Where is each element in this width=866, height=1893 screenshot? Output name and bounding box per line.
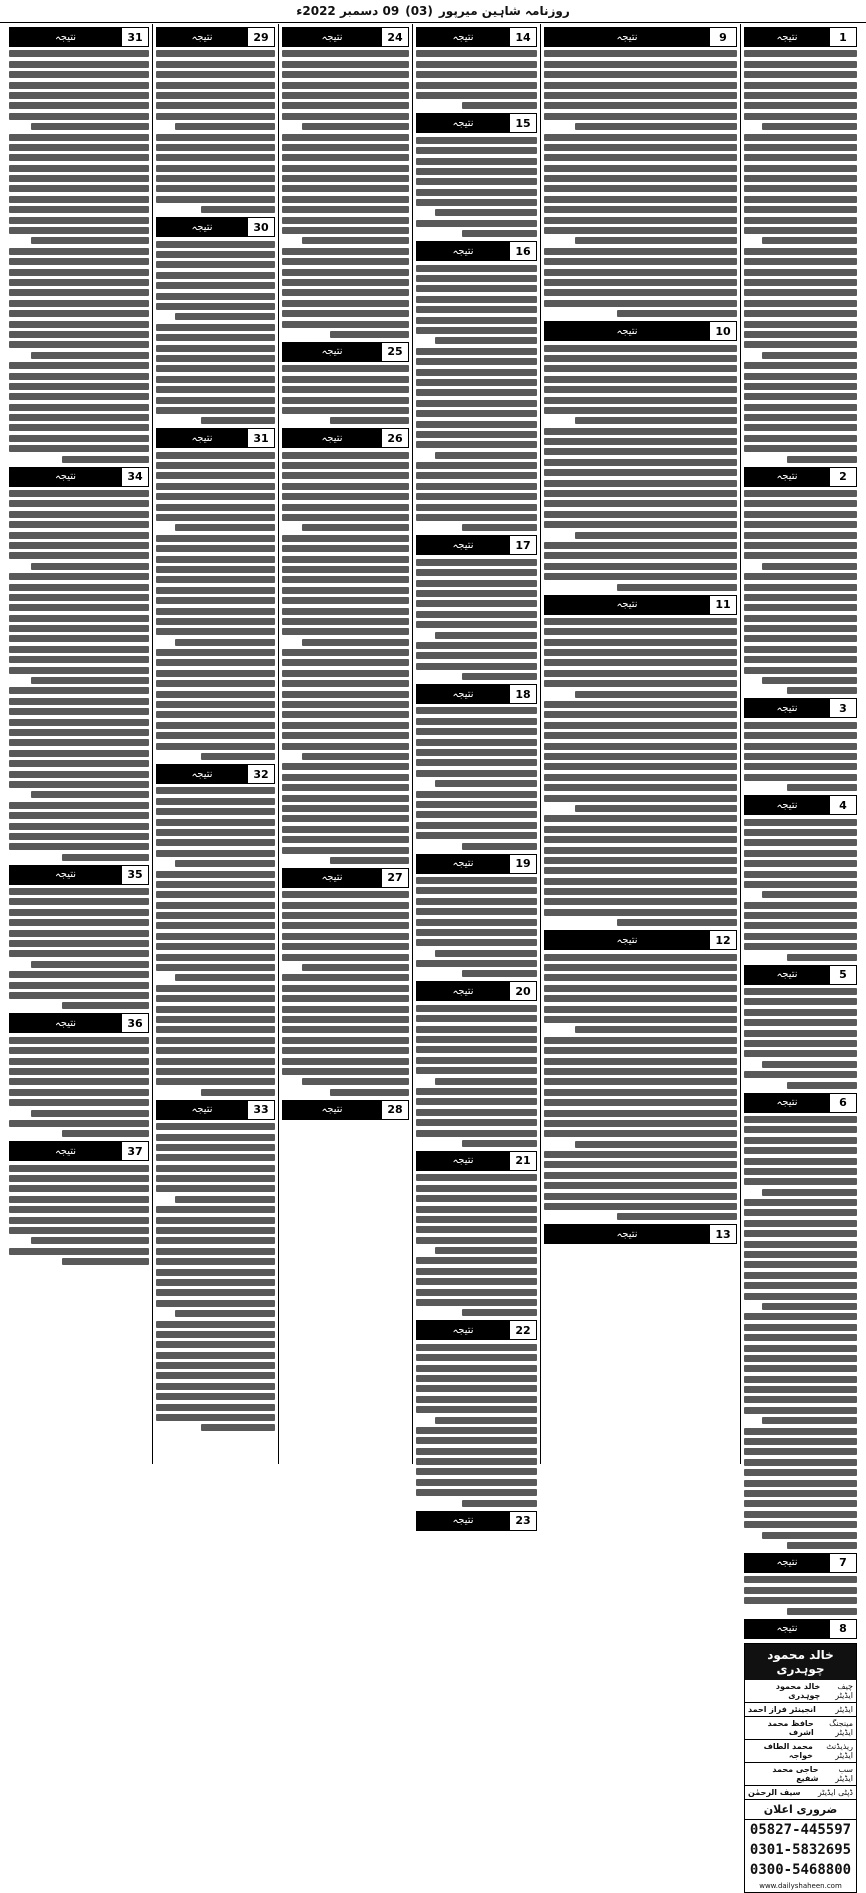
staff-row	[745, 1740, 856, 1763]
news-item	[416, 27, 537, 109]
result-label: نتیجہ	[157, 1101, 247, 1119]
phone-number: 05827-445597	[749, 1821, 852, 1838]
result-number: 37	[121, 1142, 148, 1160]
result-header	[416, 241, 537, 261]
result-number: 19	[509, 855, 536, 873]
result-number: 14	[509, 28, 536, 46]
column	[412, 24, 540, 1528]
result-label: نتیجہ	[10, 28, 121, 46]
result-label: نتیجہ	[157, 218, 247, 236]
result-number: 32	[247, 765, 274, 783]
news-item	[9, 865, 149, 1010]
article-text	[744, 490, 857, 694]
column	[152, 24, 278, 1464]
result-number: 5	[829, 966, 856, 984]
news-item	[416, 535, 537, 680]
result-number: 31	[121, 28, 148, 46]
result-number: 2	[829, 468, 856, 486]
result-label: نتیجہ	[10, 1014, 121, 1032]
result-number: 1	[829, 28, 856, 46]
result-label: نتیجہ	[10, 1142, 121, 1160]
result-label: نتیجہ	[157, 765, 247, 783]
result-number: 7	[829, 1554, 856, 1572]
staff-role: سب ایڈیٹر	[835, 1764, 853, 1783]
result-header	[416, 1511, 537, 1531]
result-label: نتیجہ	[745, 796, 829, 814]
column	[540, 24, 740, 1464]
result-header	[544, 27, 737, 47]
result-header	[156, 217, 275, 237]
column	[740, 24, 860, 1890]
result-header	[544, 321, 737, 341]
result-header	[744, 1093, 857, 1113]
result-header	[744, 1619, 857, 1639]
article-text	[744, 50, 857, 462]
article-text	[544, 618, 737, 926]
result-header	[744, 965, 857, 985]
news-item	[9, 467, 149, 861]
article-text	[9, 1165, 149, 1266]
result-number: 8	[829, 1620, 856, 1638]
result-label: نتیجہ	[417, 982, 509, 1000]
result-header	[416, 981, 537, 1001]
result-number: 29	[247, 28, 274, 46]
staff-role: چیف ایڈیٹر	[835, 1681, 853, 1700]
staff-name: خالد محمود چوہدری	[775, 1681, 821, 1700]
news-item	[744, 27, 857, 463]
result-number: 10	[709, 322, 736, 340]
staff-row	[745, 1703, 856, 1717]
result-header	[744, 27, 857, 47]
result-label: نتیجہ	[545, 28, 709, 46]
result-label: نتیجہ	[417, 685, 509, 703]
result-number: 26	[381, 429, 408, 447]
result-label: نتیجہ	[545, 596, 709, 614]
staff-role: ڈپٹی ایڈیٹر	[817, 1787, 853, 1797]
staff-name: محمد الطاف خواجہ	[763, 1741, 813, 1760]
result-header	[416, 535, 537, 555]
article-text	[9, 888, 149, 1009]
result-header	[544, 930, 737, 950]
news-item	[744, 698, 857, 791]
news-item	[9, 1141, 149, 1265]
article-text	[416, 137, 537, 238]
news-item	[744, 1619, 857, 1639]
result-header	[416, 1151, 537, 1171]
news-item	[744, 1553, 857, 1615]
result-header	[282, 342, 409, 362]
result-number: 13	[709, 1225, 736, 1243]
article-text	[416, 1174, 537, 1316]
news-item	[282, 342, 409, 424]
news-item	[416, 1320, 537, 1506]
article-text	[9, 50, 149, 462]
result-number: 16	[509, 242, 536, 260]
result-header	[544, 595, 737, 615]
result-number: 4	[829, 796, 856, 814]
result-number: 33	[247, 1101, 274, 1119]
masthead	[0, 0, 866, 23]
article-text	[744, 819, 857, 961]
result-number: 22	[509, 1321, 536, 1339]
issue-date: 09 دسمبر 2022ء	[296, 4, 400, 18]
result-header	[416, 684, 537, 704]
result-label: نتیجہ	[545, 1225, 709, 1243]
article-text	[544, 954, 737, 1221]
news-item	[544, 321, 737, 590]
result-label: نتیجہ	[283, 429, 381, 447]
result-header	[416, 113, 537, 133]
news-item	[282, 27, 409, 338]
news-item	[744, 965, 857, 1089]
news-item	[744, 1093, 857, 1549]
result-label: نتیجہ	[745, 1094, 829, 1112]
article-text	[744, 1116, 857, 1549]
result-number: 18	[509, 685, 536, 703]
result-number: 15	[509, 114, 536, 132]
article-text	[156, 787, 275, 1095]
result-label: نتیجہ	[10, 468, 121, 486]
result-label: نتیجہ	[745, 468, 829, 486]
result-number: 35	[121, 866, 148, 884]
result-label: نتیجہ	[283, 343, 381, 361]
result-label: نتیجہ	[417, 1512, 509, 1530]
staff-name: انجینئر فراز احمد	[748, 1704, 816, 1714]
article-text	[156, 452, 275, 760]
news-item	[744, 467, 857, 695]
article-text	[416, 50, 537, 109]
result-number: 3	[829, 699, 856, 717]
result-label: نتیجہ	[417, 536, 509, 554]
result-number: 24	[381, 28, 408, 46]
result-header	[416, 27, 537, 47]
result-label: نتیجہ	[417, 855, 509, 873]
phone-number: 0301-5832695	[749, 1841, 852, 1858]
article-text	[744, 722, 857, 791]
staff-name: حافظ محمد اشرف	[767, 1718, 814, 1737]
editorial-box	[744, 1643, 857, 1893]
result-number: 12	[709, 931, 736, 949]
news-item	[156, 217, 275, 424]
news-item	[416, 1151, 537, 1316]
news-item	[9, 27, 149, 463]
result-header	[156, 764, 275, 784]
news-item	[416, 684, 537, 849]
result-label: نتیجہ	[417, 1152, 509, 1170]
result-header	[744, 1553, 857, 1573]
article-text	[416, 707, 537, 849]
staff-role: ریذیڈنٹ ایڈیٹر	[826, 1741, 853, 1760]
news-item	[416, 854, 537, 978]
result-header	[9, 1141, 149, 1161]
article-text	[156, 1123, 275, 1431]
result-number: 30	[247, 218, 274, 236]
article-text	[156, 50, 275, 213]
result-label: نتیجہ	[417, 1321, 509, 1339]
article-text	[544, 345, 737, 591]
news-item	[9, 1013, 149, 1137]
staff-row	[745, 1717, 856, 1740]
chief-editor-banner: خالد محمود چوہدری	[745, 1644, 856, 1680]
result-number: 27	[381, 869, 408, 887]
phone-number: 0300-5468800	[749, 1861, 852, 1878]
news-item	[156, 1100, 275, 1432]
result-label: نتیجہ	[745, 1620, 829, 1638]
article-text	[9, 1037, 149, 1138]
result-header	[282, 27, 409, 47]
staff-row	[745, 1786, 856, 1800]
staff-name: سیف الرحمٰن	[748, 1787, 801, 1797]
news-item	[416, 241, 537, 531]
result-header	[282, 1100, 409, 1120]
staff-name: حاجی محمد شفیع	[772, 1764, 819, 1783]
result-number: 9	[709, 28, 736, 46]
result-header	[282, 428, 409, 448]
article-text	[744, 1576, 857, 1614]
staff-row	[745, 1763, 856, 1786]
article-text	[416, 877, 537, 978]
news-item	[156, 27, 275, 213]
result-number: 11	[709, 596, 736, 614]
result-label: نتیجہ	[283, 1101, 381, 1119]
result-label: نتیجہ	[417, 114, 509, 132]
column	[278, 24, 412, 1464]
article-text	[416, 559, 537, 680]
news-item	[416, 113, 537, 237]
news-item	[416, 1511, 537, 1531]
newspaper-page	[6, 24, 860, 1890]
result-number: 31	[247, 429, 274, 447]
result-label: نتیجہ	[745, 28, 829, 46]
news-item	[282, 428, 409, 864]
news-item	[544, 1224, 737, 1244]
result-header	[744, 467, 857, 487]
result-label: نتیجہ	[417, 242, 509, 260]
result-number: 34	[121, 468, 148, 486]
news-item	[544, 27, 737, 317]
result-number: 23	[509, 1512, 536, 1530]
result-label: نتیجہ	[10, 866, 121, 884]
article-text	[416, 265, 537, 532]
result-number: 6	[829, 1094, 856, 1112]
article-text	[9, 490, 149, 861]
news-item	[156, 428, 275, 760]
column	[6, 24, 152, 1464]
result-number: 21	[509, 1152, 536, 1170]
article-text	[416, 1005, 537, 1147]
result-header	[9, 865, 149, 885]
article-text	[282, 452, 409, 864]
result-header	[156, 27, 275, 47]
news-item	[282, 868, 409, 1096]
result-label: نتیجہ	[545, 931, 709, 949]
staff-role: مینجنگ ایڈیٹر	[829, 1718, 853, 1737]
result-label: نتیجہ	[283, 28, 381, 46]
result-header	[282, 868, 409, 888]
article-text	[282, 50, 409, 338]
result-number: 28	[381, 1101, 408, 1119]
article-text	[282, 365, 409, 424]
news-item	[282, 1100, 409, 1120]
news-item	[544, 930, 737, 1220]
result-number: 17	[509, 536, 536, 554]
article-text	[156, 241, 275, 425]
result-label: نتیجہ	[745, 966, 829, 984]
result-header	[744, 698, 857, 718]
article-text	[544, 50, 737, 317]
news-item	[156, 764, 275, 1096]
result-label: نتیجہ	[157, 429, 247, 447]
news-item	[744, 795, 857, 960]
result-header	[544, 1224, 737, 1244]
result-label: نتیجہ	[417, 28, 509, 46]
result-header	[156, 428, 275, 448]
staff-row	[745, 1680, 856, 1703]
result-header	[416, 1320, 537, 1340]
news-item	[544, 595, 737, 927]
notice-title: ضروری اعلان	[745, 1800, 856, 1820]
page-number: (03)	[405, 4, 433, 18]
article-text	[744, 988, 857, 1089]
result-header	[416, 854, 537, 874]
result-label: نتیجہ	[157, 28, 247, 46]
result-number: 20	[509, 982, 536, 1000]
result-header	[9, 467, 149, 487]
result-label: نتیجہ	[745, 1554, 829, 1572]
result-header	[744, 795, 857, 815]
staff-role: ایڈیٹر	[835, 1704, 853, 1714]
result-header	[156, 1100, 275, 1120]
result-label: نتیجہ	[545, 322, 709, 340]
result-number: 25	[381, 343, 408, 361]
result-label: نتیجہ	[283, 869, 381, 887]
result-label: نتیجہ	[745, 699, 829, 717]
website: www.dailyshaheen.com	[759, 1881, 842, 1890]
result-number: 36	[121, 1014, 148, 1032]
article-text	[282, 891, 409, 1095]
article-text	[416, 1344, 537, 1507]
paper-title: روزنامہ شاہین میرپور	[438, 4, 570, 18]
result-header	[9, 27, 149, 47]
news-item	[416, 981, 537, 1146]
result-header	[9, 1013, 149, 1033]
